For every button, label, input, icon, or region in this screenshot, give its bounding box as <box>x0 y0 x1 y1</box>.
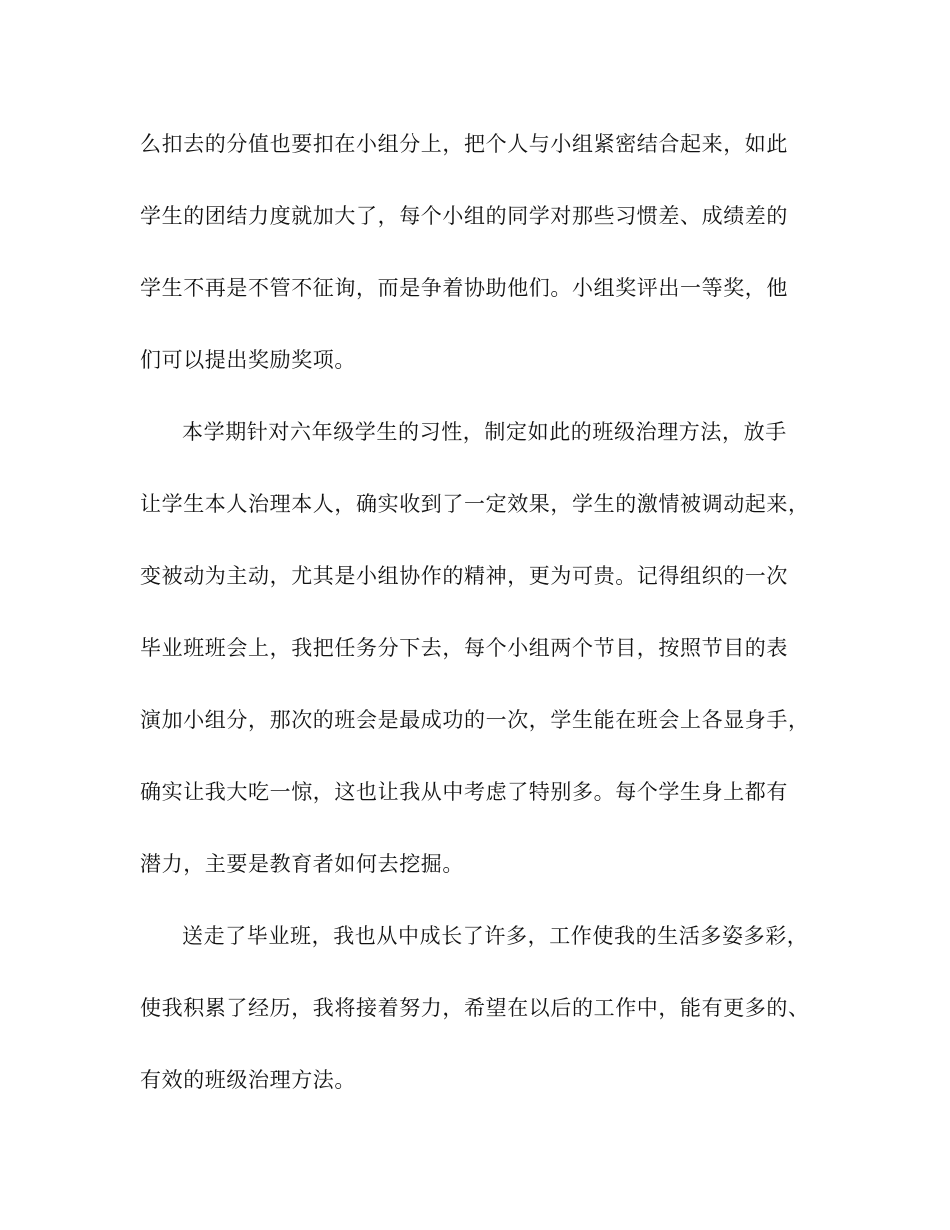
paragraph-2 <box>140 406 812 910</box>
text-line: 变被动为主动，尤其是小组协作的精神，更为可贵。记得组织的一次 <box>140 564 788 588</box>
text-line: 让学生本人治理本人，确实收到了一定效果，学生的激情被调动起来， <box>140 492 810 516</box>
text-line: 送走了毕业班，我也从中成长了许多，工作使我的生活多姿多彩， <box>182 924 809 948</box>
paragraph-3 <box>140 910 812 1126</box>
text-line: 学生的团结力度就加大了，每个小组的同学对那些习惯差、成绩差的 <box>140 204 788 228</box>
text-line: 毕业班班会上，我把任务分下去，每个小组两个节目，按照节目的表 <box>140 636 788 660</box>
document-body <box>140 118 812 1126</box>
text-line: 演加小组分，那次的班会是最成功的一次，学生能在班会上各显身手， <box>140 708 810 732</box>
text-line: 么扣去的分值也要扣在小组分上，把个人与小组紧密结合起来，如此 <box>140 132 788 156</box>
text-line: 使我积累了经历，我将接着努力，希望在以后的工作中，能有更多的、 <box>140 996 810 1020</box>
text-line: 确实让我大吃一惊，这也让我从中考虑了特别多。每个学生身上都有 <box>140 780 788 804</box>
text-line: 学生不再是不管不征询，而是争着协助他们。小组奖评出一等奖，他 <box>140 276 788 300</box>
paragraph-1 <box>140 118 812 406</box>
text-line: 有效的班级治理方法。 <box>140 1068 356 1092</box>
text-line: 们可以提出奖励奖项。 <box>140 348 356 372</box>
text-line: 潜力，主要是教育者如何去挖掘。 <box>140 852 464 876</box>
text-line: 本学期针对六年级学生的习性，制定如此的班级治理方法，放手 <box>182 420 787 444</box>
